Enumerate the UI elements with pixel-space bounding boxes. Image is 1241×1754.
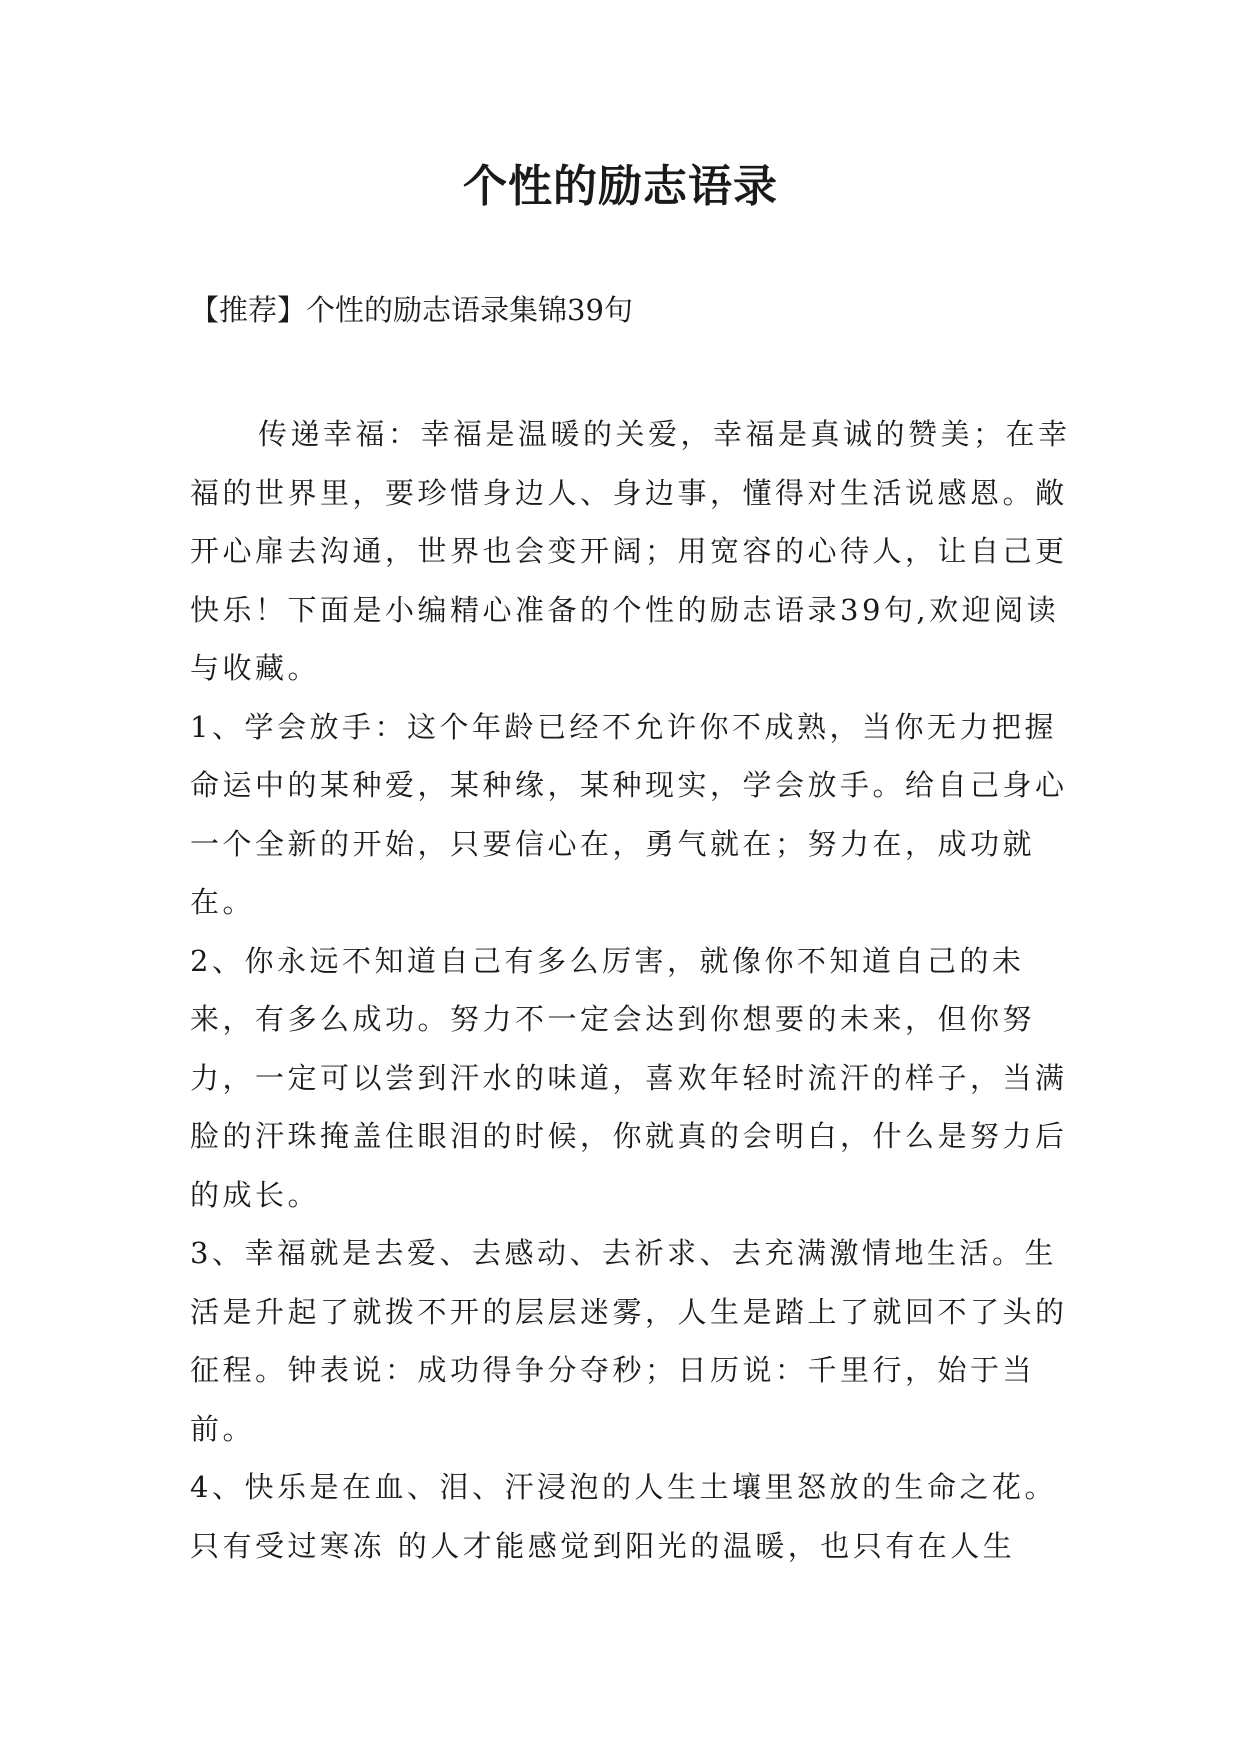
intro-paragraph: 传递幸福：幸福是温暖的关爱，幸福是真诚的赞美；在幸福的世界里，要珍惜身边人、身边事，懂得对生活说感恩。敞开心扉去沟通，世界也会变开阔；用宽容的心待人，让自己更快乐！下面是小编精心准备的个性的励志语录39句,欢迎阅读与收藏。 (190, 417, 1071, 685)
list-item: 2、你永远不知道自己有多么厉害，就像你不知道自己的未来，有多么成功。努力不一定会达到你想要的未来，但你努力，一定可以尝到汗水的味道，喜欢年轻时流汗的样子，当满脸的汗珠掩盖住眼泪的时候，你就真的会明白，什么是努力后的成长。 (190, 943, 1068, 1212)
list-item: 4、快乐是在血、泪、汗浸泡的人生土壤里怒放的生命之花。只有受过寒冻 的人才能感觉到阳光的温暖，也只有在人生 (190, 1470, 1057, 1563)
list-item: 1、学会放手：这个年龄已经不允许你不成熟，当你无力把握命运中的某种爱，某种缘，某种现实，学会放手。给自己身心一个全新的开始，只要信心在，勇气就在；努力在，成功就在。 (190, 709, 1068, 919)
document-body (190, 405, 1080, 1575)
document-subtitle: 【推荐】个性的励志语录集锦39句 (190, 293, 633, 327)
document-title: 个性的励志语录 (463, 161, 778, 212)
list-item: 3、幸福就是去爱、去感动、去祈求、去充满激情地生活。生活是升起了就拨不开的层层迷雾，人生是踏上了就回不了头的征程。钟表说：成功得争分夺秒；日历说：千里行，始于当前。 (190, 1236, 1068, 1446)
